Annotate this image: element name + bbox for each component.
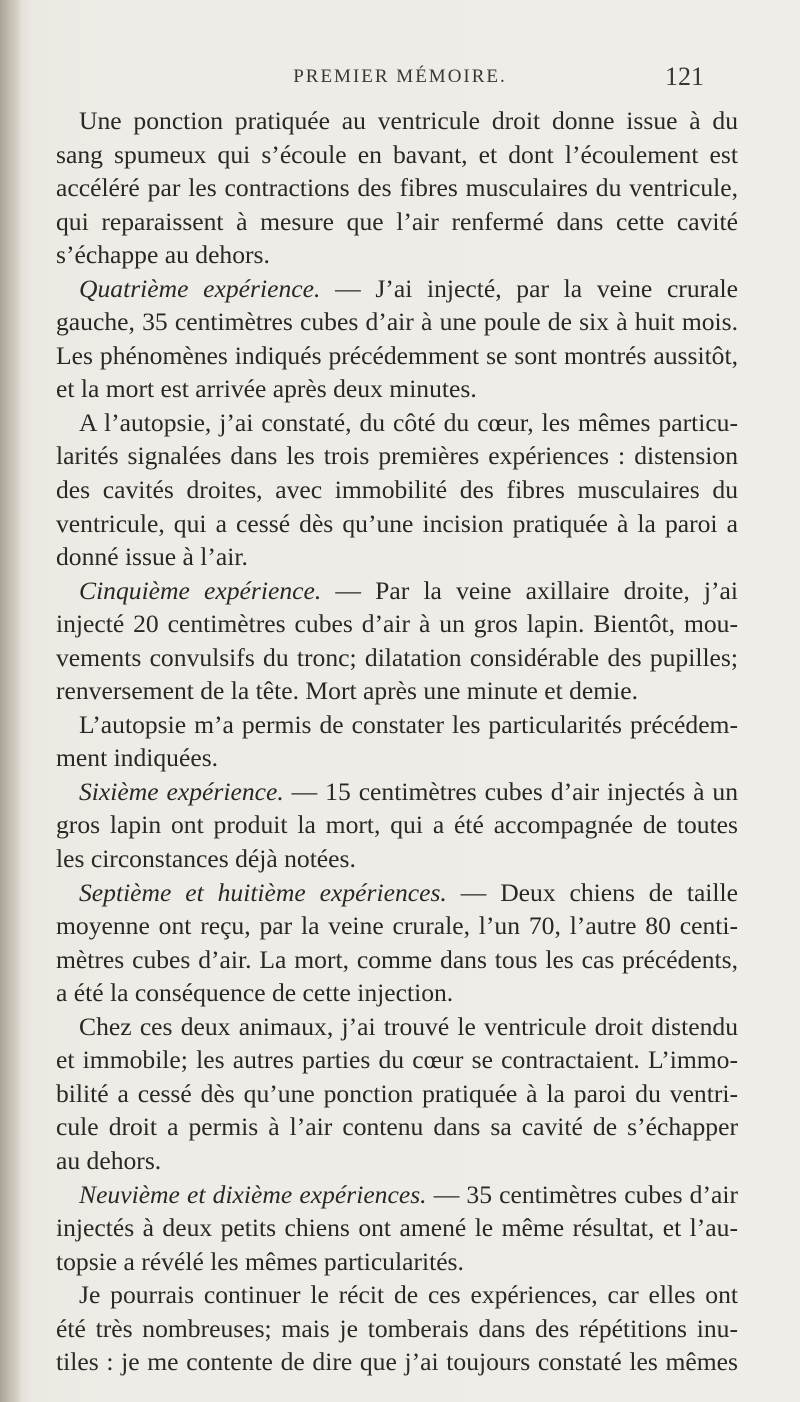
line-text: bilité a cessé dès qu’une ponction pratiquée à la paroi du ventri-	[56, 1078, 738, 1108]
text-line	[56, 473, 738, 507]
line-text: topsie a révélé les mêmes particularités.	[56, 1246, 464, 1276]
text-line	[56, 842, 738, 876]
body-text	[56, 104, 738, 1379]
line-text: Je pourrais continuer le récit de ces expériences, car elles ont	[79, 1280, 738, 1310]
line-text: été très nombreuses; mais je tomberais dans des répétitions inu-	[56, 1313, 738, 1343]
text-line	[56, 708, 738, 742]
experiment-heading: Cinquième expérience.	[79, 575, 322, 605]
page-header	[0, 62, 800, 96]
text-line	[56, 1345, 738, 1379]
text-line	[56, 574, 738, 608]
line-text: — Deux chiens de taille	[446, 877, 738, 907]
running-title: PREMIER MÉMOIRE.	[293, 66, 507, 87]
experiment-heading: Neuvième et dixième expériences.	[79, 1179, 427, 1209]
line-text: L’autopsie m’a permis de constater les particularités précédem-	[79, 709, 738, 739]
text-line	[56, 339, 738, 373]
text-line	[56, 104, 738, 138]
line-text: — J’ai injecté, par la veine crurale	[320, 273, 738, 303]
line-text: des cavités droites, avec immobilité des fibres musculaires du	[56, 475, 738, 505]
page-gutter-shadow	[0, 0, 22, 1402]
experiment-heading: Sixième expérience.	[79, 776, 284, 806]
text-line	[56, 171, 738, 205]
text-line	[56, 138, 738, 172]
page-number: 121	[665, 62, 704, 91]
text-line	[56, 1178, 738, 1212]
text-line	[56, 1245, 738, 1279]
line-text: injecté 20 centimètres cubes d’air à un gros lapin. Bientôt, mou-	[56, 609, 738, 639]
text-line	[56, 272, 738, 306]
line-text: renversement de la tête. Mort après une minute et demie.	[56, 676, 639, 706]
text-line	[56, 205, 738, 239]
text-line	[56, 641, 738, 675]
text-line	[56, 1211, 738, 1245]
text-line	[56, 1312, 738, 1346]
line-text: et immobile; les autres parties du cœur se contractaient. L’immo-	[56, 1045, 738, 1075]
line-text: — Par la veine axillaire droite, j’ai	[321, 575, 738, 605]
text-line	[56, 406, 738, 440]
line-text: accéléré par les contractions des fibres musculaires du ventricule,	[56, 173, 738, 203]
line-text: moyenne ont reçu, par la veine crurale, l’un 70, l’autre 80 centi-	[56, 911, 738, 941]
text-line	[56, 439, 738, 473]
line-text: tiles : je me contente de dire que j’ai toujours constaté les mêmes	[56, 1347, 738, 1377]
line-text: sang spumeux qui s’écoule en bavant, et dont l’écoulement est	[56, 139, 738, 169]
text-line	[56, 1043, 738, 1077]
line-text: donné issue à l’air.	[56, 542, 248, 572]
text-line	[56, 876, 738, 910]
line-text: gros lapin ont produit la mort, qui a été accompagnée de toutes	[56, 810, 738, 840]
text-line	[56, 540, 738, 574]
text-line	[56, 607, 738, 641]
line-text: cule droit a permis à l’air contenu dans sa cavité de s’échapper	[56, 1112, 738, 1142]
text-line	[56, 1278, 738, 1312]
line-text: s’échappe au dehors.	[56, 240, 270, 270]
line-text: — 35 centimètres cubes d’air	[426, 1179, 738, 1209]
line-text: Une ponction pratiquée au ventricule droit donne issue à du	[79, 106, 738, 135]
line-text: mètres cubes d’air. La mort, comme dans tous les cas précédents,	[56, 944, 738, 974]
line-text: au dehors.	[56, 1145, 162, 1175]
experiment-heading: Quatrième expérience.	[79, 273, 321, 303]
text-line	[56, 507, 738, 541]
text-line	[56, 305, 738, 339]
line-text: a été la conséquence de cette injection.	[56, 978, 454, 1008]
experiment-heading: Septième et huitième expériences.	[79, 877, 447, 907]
text-line	[56, 775, 738, 809]
line-text: — 15 centimètres cubes d’air injectés à un	[283, 776, 738, 806]
text-line	[56, 1144, 738, 1178]
line-text: vements convulsifs du tronc; dilatation considérable des pupilles;	[56, 642, 738, 672]
line-text: Chez ces deux animaux, j’ai trouvé le ventricule droit distendu	[79, 1011, 738, 1041]
text-line	[56, 1010, 738, 1044]
text-line	[56, 741, 738, 775]
text-line	[56, 372, 738, 406]
line-text: injectés à deux petits chiens ont amené le même résultat, et l’au-	[56, 1213, 738, 1243]
line-text: ment indiquées.	[56, 743, 219, 773]
text-line	[56, 909, 738, 943]
text-line	[56, 808, 738, 842]
line-text: ventricule, qui a cessé dès qu’une incision pratiquée à la paroi a	[56, 508, 738, 538]
text-line	[56, 1110, 738, 1144]
line-text: et la mort est arrivée après deux minutes.	[56, 374, 477, 404]
text-line	[56, 1077, 738, 1111]
text-line	[56, 674, 738, 708]
line-text: larités signalées dans les trois premières expériences : distension	[56, 441, 738, 471]
line-text: Les phénomènes indiqués précédemment se sont montrés aussitôt,	[56, 340, 738, 370]
line-text: gauche, 35 centimètres cubes d’air à une poule de six à huit mois.	[56, 307, 738, 337]
text-line	[56, 976, 738, 1010]
text-line	[56, 238, 738, 272]
line-text: les circonstances déjà notées.	[56, 844, 356, 874]
line-text: qui reparaissent à mesure que l’air renfermé dans cette cavité	[56, 206, 738, 236]
text-line	[56, 943, 738, 977]
line-text: A l’autopsie, j’ai constaté, du côté du cœur, les mêmes particu-	[79, 407, 738, 437]
